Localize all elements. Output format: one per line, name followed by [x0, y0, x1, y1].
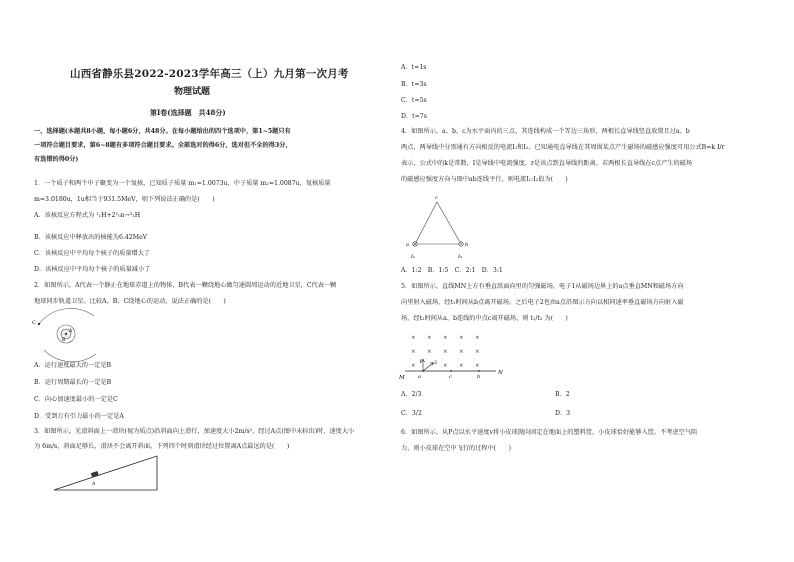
cross-r1-3: ×	[443, 335, 448, 341]
label-a: a	[418, 374, 421, 380]
q4-stem-line-2: 两点，两导线中分别通有方向相反的电流I₁和I₂。已知通电直导线在其周围某点产生磁场的磁感应强度可用公式B=k I/r	[401, 144, 725, 151]
q3-incline-figure	[52, 452, 162, 494]
label-c: c	[435, 195, 438, 201]
label-c: C	[32, 320, 36, 326]
q4-stem-line-1: 4．如图所示，a、b、c为水平面内的三点，其连线构成一个等边三角形，两根长直导线竖直放置且过a、b	[401, 128, 690, 135]
q2-stem-line-1: 2．如图所示，A代表一个静止在地球赤道上的物体，B代表一颗绕地心做匀速圆周运动的近地卫星，C代表一颗	[34, 282, 337, 289]
section-intro-line-1: 一、选择题(本题共8小题，每小题6分，共48分。在每小题给出的四个选项中，第1~5题只有	[34, 128, 291, 135]
label-b: b	[477, 374, 481, 380]
q3-stem-line-2: 为 6m/s，斜面足够长，滑块不会离开斜面。下列四个时刻滑块经过位置离A点最远的是( )	[34, 443, 290, 450]
orbit-c-arc-lower	[44, 350, 96, 362]
label-1: 1	[419, 359, 423, 365]
q3-option-d: D．t=7s	[401, 113, 427, 120]
cross-r1-5: ×	[475, 335, 480, 341]
q5-stem-line-3: 场，经t₂时间从a、b连线的中点c离开磁场，则 t₁/t₂ 为( )	[401, 315, 568, 322]
q2-stem-line-2: 地球同步轨道卫星。比较A、B、C绕地心的运动，说法正确的是( )	[34, 298, 226, 305]
cross-r3-5: ×	[475, 363, 480, 369]
label-a: a	[406, 242, 409, 248]
electron-2-velocity	[423, 363, 433, 371]
cross-r1-4: ×	[459, 335, 464, 341]
label-2: 2	[434, 360, 438, 366]
q2-option-c: C．向心加速度最小的一定是C	[34, 396, 118, 403]
point-a	[422, 370, 424, 372]
slider-block	[91, 471, 99, 477]
orbit-c-arc	[39, 308, 94, 324]
point-b	[478, 370, 480, 372]
label-a-point: A	[92, 482, 96, 487]
q5-option-b: B．2	[555, 391, 570, 398]
q3-option-c: C．t=5s	[401, 97, 427, 104]
label-b: B	[62, 338, 66, 343]
paper-subtitle: 物理试题	[174, 87, 211, 97]
q5-option-a: A．2/3	[401, 391, 422, 398]
dot-mark	[460, 243, 461, 244]
label-i1: I₁	[411, 254, 415, 260]
label-i2: I₂	[458, 254, 462, 260]
side-ca	[415, 202, 437, 244]
earth-center	[65, 333, 67, 335]
paper-title: 山西省静乐县2022-2023学年高三（上）九月第一次月考	[70, 68, 349, 80]
q6-stem-line-2: 力，则小皮球在空中飞行的过程中( )	[401, 445, 512, 452]
q1-option-d: D．该核反应中平均每个核子的质量减小了	[34, 266, 151, 273]
section-intro-line-3: 有选错的得0分)	[34, 156, 79, 163]
q6-stem-line-1: 6．如图所示，从P点以水平速度v将小皮球抛向固定在地面上的塑料筐，小皮球恰好能够入筐。不考虑空气阻	[401, 429, 698, 436]
label-b: b	[465, 242, 469, 248]
point-c	[450, 370, 452, 372]
volume-title: 第Ⅰ卷(选择题 共48分)	[150, 108, 226, 117]
cross-r3-3: ×	[443, 363, 448, 369]
q1-stem-line-1: 1．一个质子和两个中子聚变为一个氚核，已知质子质量 m₁=1.0073u，中子质量 m₂=1.0087u，氚核质量	[34, 180, 331, 187]
cross-r2-3: ×	[443, 349, 448, 355]
satellite-c	[38, 323, 40, 325]
label-n: N	[498, 370, 503, 376]
q4-stem-line-3: 表示，公式中的k是常数，I是导线中电流强度，r是该点到直导线的距离。若两根长直导线在c点产生的磁场	[401, 160, 693, 167]
q5-stem-line-1: 5．如图所示，直线MN上方有垂直纸面向里的匀强磁场，电子1从磁场边界上的a点垂直MN和磁场方向	[401, 283, 684, 290]
q3-option-b: B．t=3s	[401, 81, 427, 88]
q1-stem-line-2: m=3.0180u，1u相当于931.5MeV，则下列说法正确的是( )	[34, 196, 215, 203]
q5-option-d: D．3	[555, 410, 571, 417]
q2-option-d: D．受到万有引力最小的一定是A	[34, 413, 124, 420]
section-intro-line-2: 一项符合题目要求，第6~8题有多项符合题目要求。全部选对的得6分，选对但不全的得3分，	[34, 142, 292, 149]
q1-option-c: C．该核反应中平均每个核子的质量增大了	[34, 250, 151, 257]
incline	[54, 456, 157, 490]
q1-option-a: A．该核反应方程式为 ¹₁H+2¹₀n→³₁H	[34, 212, 141, 219]
q5-magnetic-field-figure	[401, 330, 511, 382]
cross-r1-1: ×	[411, 335, 416, 341]
cross-r2-1: ×	[411, 349, 416, 355]
cross-r2-5: ×	[475, 349, 480, 355]
side-cb	[437, 202, 461, 244]
q5-stem-line-2: 向里射入磁场，经t₁时间从b点离开磁场。之后电子2也由a点沿图示方向以相同速率垂直磁场方向射入磁	[401, 299, 684, 306]
q4-options: A．1:2 B．1:5 C．2:1 D．3:1	[401, 267, 503, 274]
q3-stem-line-1: 3．如图所示，光滑斜面上一滑块(视为质点)沿斜面向上滑行，加速度大小2m/s²，经过A点(图中未标出)时，速度大小	[34, 428, 355, 435]
label-a: A	[69, 329, 73, 334]
cross-r1-2: ×	[427, 335, 432, 341]
q2-option-b: B．运行周期最长的一定是B	[34, 379, 112, 386]
cross-r2-4: ×	[459, 349, 464, 355]
q5-option-c: C．3/2	[401, 410, 422, 417]
cross-r3-1: ×	[411, 363, 416, 369]
q4-triangle-figure	[403, 192, 483, 262]
q2-orbit-figure	[34, 310, 104, 360]
q2-option-a: A．运行速度最大的一定是B	[34, 362, 112, 369]
q4-stem-line-4: 的磁感应强度方向与图中ab连线平行，则电流I₁:I₂值为( )	[401, 176, 568, 183]
cross-r2-2: ×	[427, 349, 432, 355]
label-m: M	[399, 375, 405, 381]
cross-r3-4: ×	[459, 363, 464, 369]
q3-option-a: A．t=1s	[401, 64, 427, 71]
label-c: c	[449, 374, 452, 380]
q1-option-b: B．该核反应中释放出的核能为6.42MeV	[34, 234, 148, 241]
